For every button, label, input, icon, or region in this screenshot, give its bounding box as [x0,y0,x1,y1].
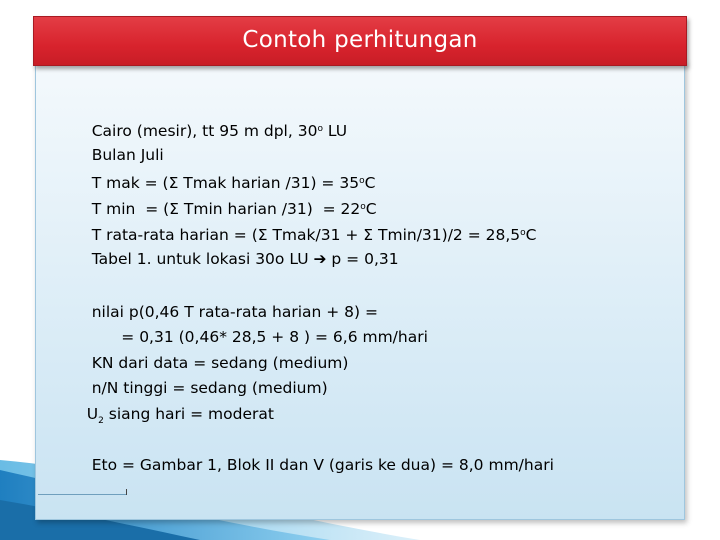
text-line-eto [72,435,554,495]
divider-line [38,494,126,495]
superscript-degree: o [520,228,526,238]
divider-tick [126,489,127,495]
line-text-end: C [525,226,537,244]
line-text: nilai p(0,46 T rata-rata harian + 8) = [91,303,379,321]
line-text: Eto = Gambar 1, Blok II dan V (garis ke dua) = 8,0 mm/hari [91,456,554,474]
line-text: T min = (Σ Tmin harian /31) = 22 [91,200,361,218]
line-text-end: C [364,174,376,192]
arrow-right-icon: ➔ [313,250,327,268]
slide-title: Contoh perhitungan [242,27,478,53]
superscript-degree: o [360,202,366,212]
line-text: T rata-rata harian = (Σ Tmak/31 + Σ Tmin/31)/2 = 28,5 [91,226,521,244]
title-bar [33,16,687,66]
line-text: U [86,405,99,423]
line-text-end: C [365,200,377,218]
superscript-degree: o [359,176,365,186]
line-text: T mak = (Σ Tmak harian /31) = 35 [91,174,360,192]
text-line-table [72,229,399,289]
line-text: KN dari data = sedang (medium) [91,354,349,372]
line-text: n/N tinggi = sedang (medium) [91,379,328,397]
line-text-end: p = 0,31 [326,250,399,268]
line-text-end: LU [322,122,348,140]
line-text: Tabel 1. untuk lokasi 30o LU [91,250,314,268]
subscript-2: 2 [98,416,104,426]
line-text: Cairo (mesir), tt 95 m dpl, 30 [91,122,318,140]
line-text: = 0,31 (0,46* 28,5 + 8 ) = 6,6 mm/hari [91,328,428,346]
line-text: Bulan Juli [91,146,164,164]
superscript-degree: o [317,124,323,134]
line-text-end: siang hari = moderat [103,405,274,423]
